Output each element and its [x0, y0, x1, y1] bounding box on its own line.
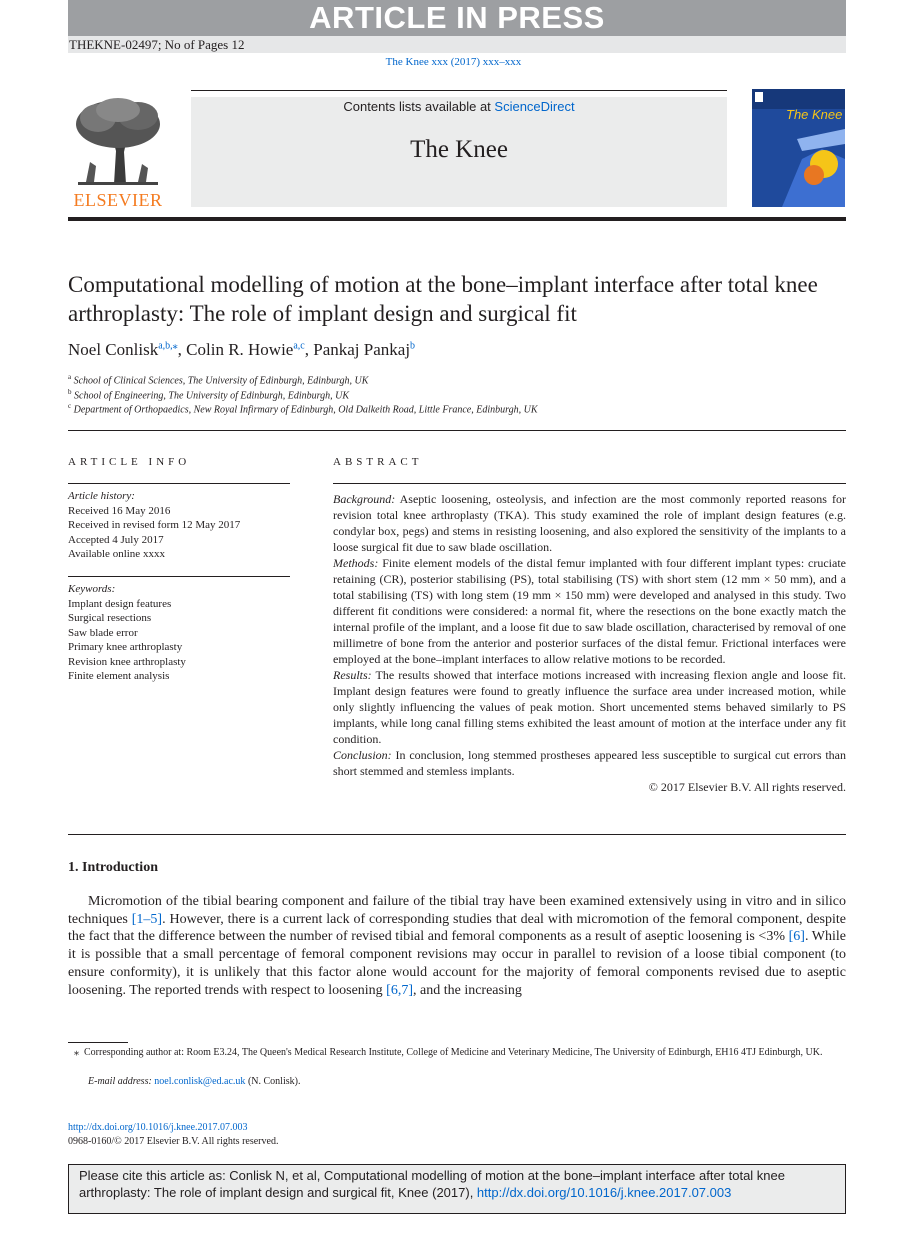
keyword: Saw blade error	[68, 626, 138, 639]
author-name[interactable]: Colin R. Howie	[186, 340, 294, 359]
cover-title: The Knee	[786, 107, 843, 122]
author-list: Noel Conlisk$^{a,b,⁎}$, Colin R. Howie$^{a,c}$, Pankaj Pankaj$^b$	[68, 340, 416, 359]
divider	[68, 483, 290, 484]
keyword: Revision knee arthroplasty	[68, 655, 186, 668]
affiliation: $^c$ Department of Orthopaedics, New Royal Infirmary of Edinburgh, Old Dalkeith Road, Little France, Edinburgh, UK	[68, 402, 538, 416]
divider	[68, 430, 846, 431]
header-rule	[191, 90, 727, 91]
author-affil-sup[interactable]: a,c	[293, 340, 305, 352]
keyword: Surgical resections	[68, 612, 152, 624]
citation-link[interactable]: [6,7]	[386, 982, 413, 998]
keyword: Implant design features	[68, 597, 172, 610]
corresponding-author-note: ⁎ Corresponding author at: Room E3.24, The Queen's Medical Research Institute, College of Medicine and Veterinary Medicine, The University of Edinburgh, EH16 4TJ Edinburgh, UK.	[74, 1047, 823, 1058]
article-history: Article history: Received 16 May 2016 Received in revised form 12 May 2017 Accepted 4 July 2017 Available online xxxx	[68, 490, 241, 560]
citation-doi-link[interactable]: http://dx.doi.org/10.1016/j.knee.2017.07.003	[476, 1185, 732, 1200]
divider	[333, 483, 846, 484]
affiliation: $^a$ School of Clinical Sciences, The University of Edinburgh, Edinburgh, UK	[68, 373, 369, 387]
abstract-heading: ABSTRACT	[333, 456, 423, 468]
contents-line: Contents lists available at ScienceDirect	[343, 99, 575, 114]
affiliation: $^b$ School of Engineering, The University of Edinburgh, Edinburgh, UK	[68, 388, 350, 402]
divider	[68, 576, 290, 577]
doi-link[interactable]: http://dx.doi.org/10.1016/j.knee.2017.07.003	[68, 1122, 248, 1133]
keyword: Finite element analysis	[68, 670, 170, 682]
journal-name[interactable]: The Knee	[410, 136, 508, 163]
email-link[interactable]: noel.conlisk@ed.ac.uk	[154, 1076, 246, 1087]
article-title: Computational modelling of motion at the bone–implant interface after total knee arthroplasty: The role of implant design and surgical fit	[68, 272, 818, 326]
elsevier-logo[interactable]	[68, 96, 168, 210]
author-name[interactable]: Noel Conlisk	[68, 340, 159, 359]
journal-cover[interactable]	[752, 89, 845, 207]
copyright: © 2017 Elsevier B.V. All rights reserved.	[648, 780, 846, 794]
sciencedirect-link[interactable]: ScienceDirect	[494, 99, 575, 114]
abstract-methods: Methods: Finite element models of the distal femur implanted with four different implant types: cruciate retaining (CR), posterior stabilising (PS), total stabilising (TS) with short stem (12 mm × 50 mm), and a total stabilising (TS) with long stem (19 mm × 150 mm) were developed and analysed in this study. Two different fit conditions were considered: a normal fit, where the resections on the bone exactly match the internal profile of the implant, and a loose fit due to saw blade oscillation, characterised by removal of one millimetre of bone from the anterior and posterior surfaces of the distal femur. Frictional interfaces were employed at the bone–implant interfaces to allow relative motions to be recorded.	[333, 556, 846, 666]
citation-link[interactable]: [6]	[788, 929, 805, 945]
abstract-body	[333, 491, 846, 795]
journal-ref-link[interactable]: The Knee xxx (2017) xxx–xxx	[385, 56, 522, 68]
author-affil-sup[interactable]: a,b,⁎	[158, 340, 178, 352]
author-name[interactable]: Pankaj Pankaj	[313, 340, 411, 359]
author-affil-sup[interactable]: b	[410, 340, 416, 352]
abstract-background: Background: Aseptic loosening, osteolysis, and infection are the most commonly reported reasons for revision total knee arthroplasty (TKA). This study examined the role of implant design features (e.g. condylar box, pegs) and stems in resisting loosening, and also explored the sensitivity of the implants to a loose surgical fit due to saw blade oscillation.	[333, 492, 846, 554]
article-in-press-banner: ARTICLE IN PRESS	[68, 0, 846, 36]
keyword: Primary knee arthroplasty	[68, 641, 183, 653]
abstract-conclusion: Conclusion: In conclusion, long stemmed prostheses appeared less susceptible to surgical cut errors than short stemmed and stemless implants.	[333, 748, 847, 778]
elsevier-wordmark: ELSEVIER	[73, 190, 163, 210]
email-note: E-mail address: noel.conlisk@ed.ac.uk (N. Conlisk).	[88, 1076, 301, 1087]
citation-link[interactable]: [1–5]	[131, 911, 163, 927]
footnote-rule	[68, 1042, 128, 1043]
article-info-heading: ARTICLE INFO	[68, 456, 191, 468]
header-thick-rule	[68, 217, 846, 221]
abstract-results: Results: The results showed that interface motions increased with increasing flexion angle and loose fit. Implant design features were found to greatly influence the surface area under increased motion, while only slightly influencing the values of peak motion. Short uncemented stems behaved similarly to PS implants, while long canal filling stems exhibited the least amount of motion at the interface under any fit condition.	[333, 668, 846, 746]
keywords: Keywords: Implant design features Surgical resections Saw blade error Primary knee arthroplasty Revision knee arthroplasty Finite element analysis	[68, 582, 290, 684]
section-heading: 1. Introduction	[68, 860, 158, 875]
issn-line: 0968-0160/© 2017 Elsevier B.V. All rights reserved.	[68, 1136, 279, 1147]
citation-box: Please cite this article as: Conlisk N, et al, Computational modelling of motion at the bone–implant interface after total knee arthroplasty: The role of implant design and surgical fit, Knee (2017), http://dx.doi.org/10.1016/j.knee.2017.07.003	[68, 1164, 846, 1214]
doc-id: THEKNE-02497; No of Pages 12	[69, 37, 245, 52]
intro-paragraph: Micromotion of the tibial bearing component and failure of the tibial tray have been examined extensively using in vitro and in silico techniques [1–5]. However, there is a current lack of corresponding studies that deal with micromotion of the femoral component, despite the fact that the difference between the number of revised tibial and femoral components as a result of aseptic loosening is <3% [6]. While it is possible that a small percentage of femoral component revisions may occur in parallel to revision of a loose tibial component (to ensure conformity), it is unlikely that this factor alone would account for the majority of femoral components revised due to aseptic loosening. The reported trends with respect to loosening [6,7], and the increasing	[68, 894, 846, 998]
divider	[68, 834, 846, 835]
